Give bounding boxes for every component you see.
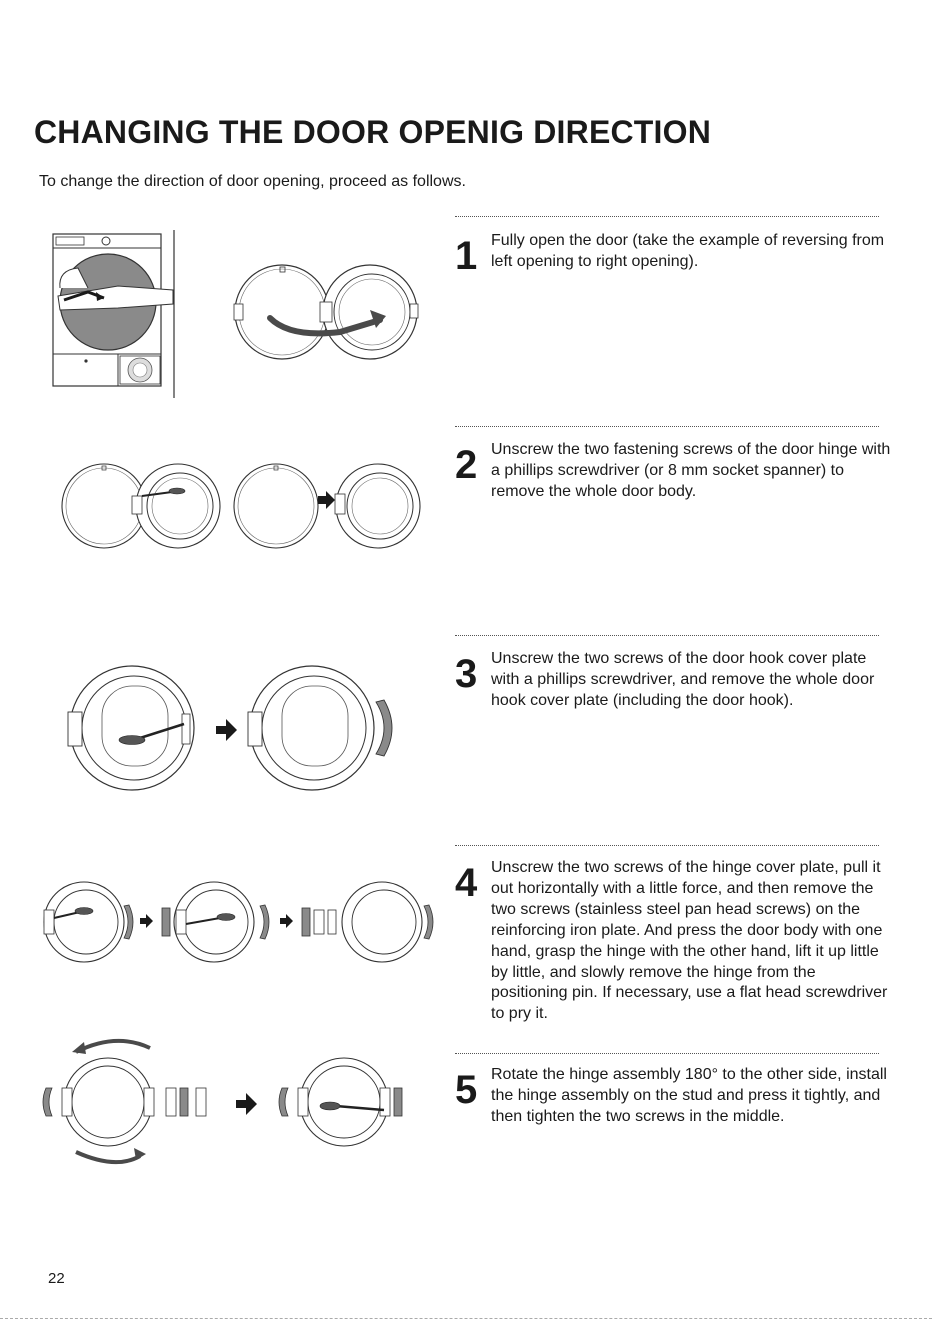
step-4-text: Unscrew the two screws of the hinge cover plate, pull it out horizontally with a little force, and then remove the two screws (stainless steel pan head screws) on the reinforcing iron plate. And press the door body with one hand, grasp the hinge with the other hand, lift it up little by little, and slowly remove the hinge from the positioning pin. If necessary, use a flat head screwdriver to pry it.: [491, 859, 888, 1023]
step-3-hook-cover-illustration: [62, 662, 402, 794]
step-2-number: 2: [455, 443, 478, 487]
step-1-door-rotation-illustration: [230, 260, 425, 364]
step-3-number: 3: [455, 652, 478, 696]
step-separator: [455, 845, 879, 846]
step-3-text: Unscrew the two screws of the door hook cover plate with a phillips screwdriver, and remove the whole door hook cover plate (including the door hook).: [491, 650, 875, 709]
step-separator: [455, 635, 879, 636]
step-4-number: 4: [455, 861, 478, 905]
page-bottom-rule: [0, 1318, 932, 1319]
step-1-text: Fully open the door (take the example of reversing from left opening to right opening).: [491, 232, 885, 270]
step-1-number: 1: [455, 234, 478, 278]
step-2-text: Unscrew the two fastening screws of the door hinge with a phillips screwdriver (or 8 mm socket spanner) to remove the whole door body.: [491, 441, 891, 500]
step-1-dryer-illustration: [48, 228, 183, 400]
step-5-text: Rotate the hinge assembly 180° to the other side, install the hinge assembly on the stud and press it tightly, and then tighten the two screws in the middle.: [491, 1066, 887, 1125]
page-title: CHANGING THE DOOR OPENIG DIRECTION: [34, 114, 712, 150]
step-2-remove-door-illustration: [60, 460, 430, 552]
step-4-hinge-removal-illustration: [40, 878, 435, 966]
step-separator: [455, 1053, 879, 1054]
intro-text: To change the direction of door opening, proceed as follows.: [39, 173, 466, 190]
step-separator: [455, 426, 879, 427]
step-separator: [455, 216, 879, 217]
step-5-hinge-reinstall-illustration: [36, 1030, 426, 1170]
page-number: 22: [48, 1270, 65, 1287]
step-5-number: 5: [455, 1068, 478, 1112]
